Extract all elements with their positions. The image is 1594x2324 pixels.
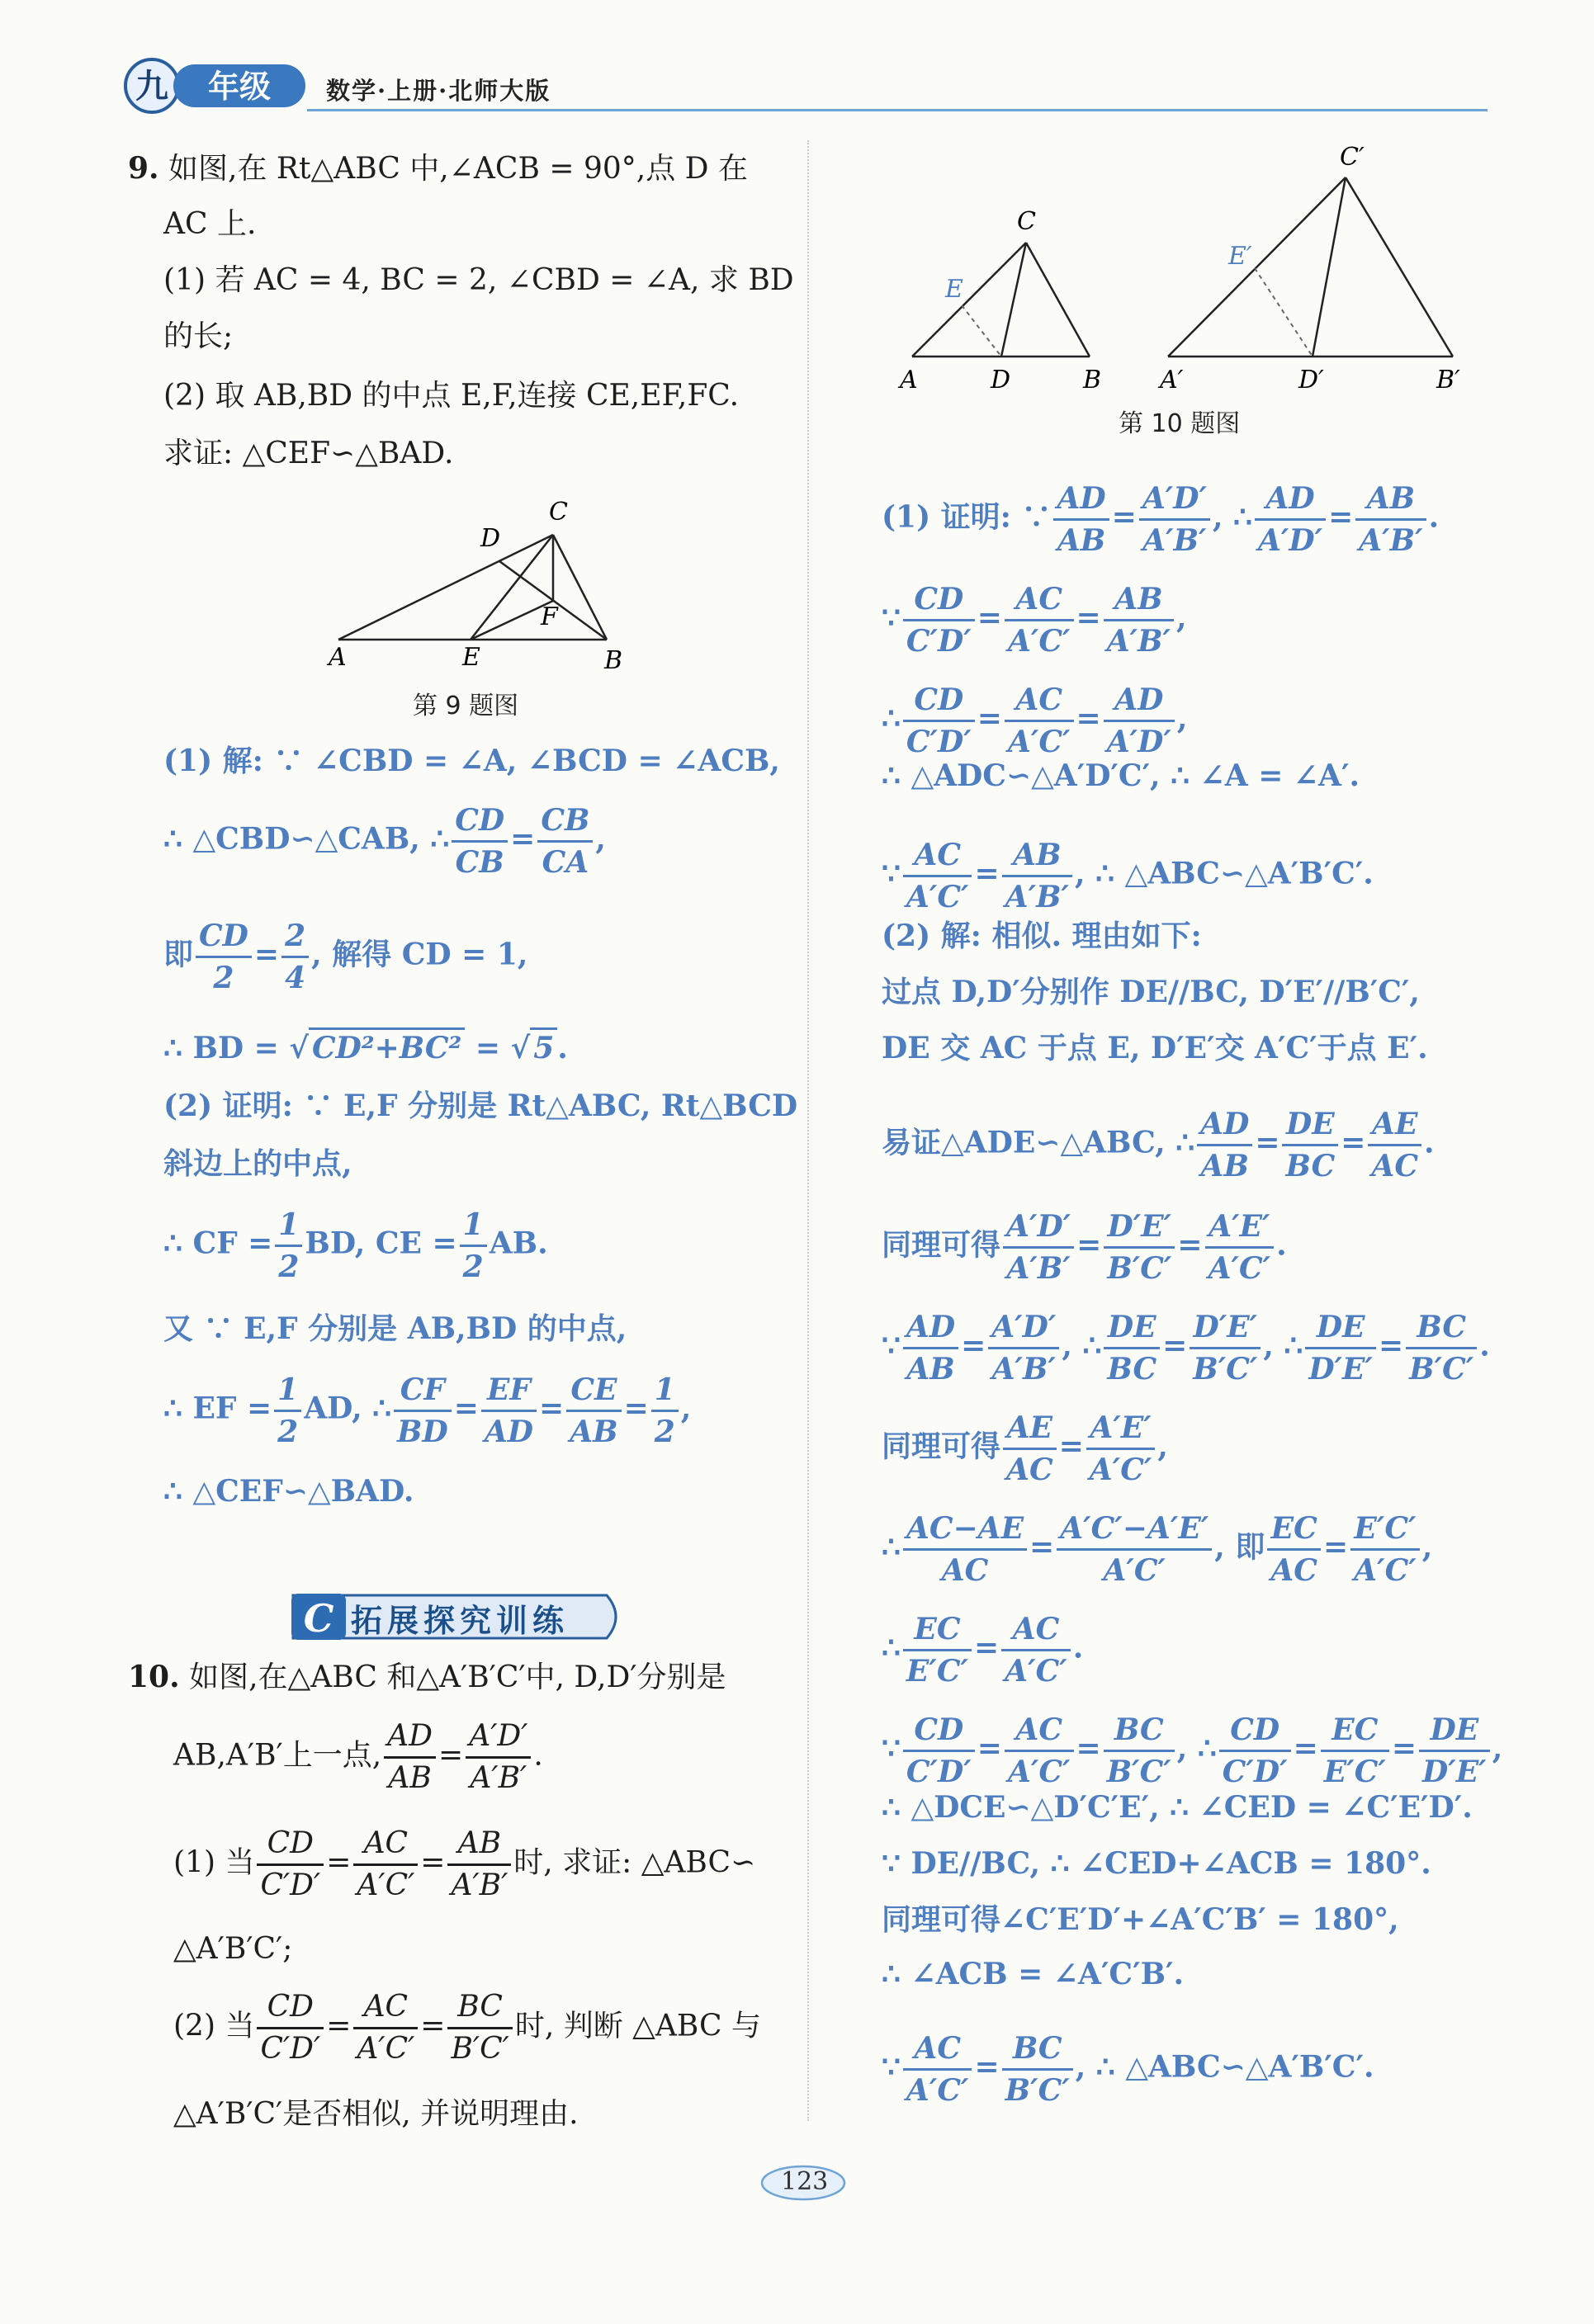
fig10-label-B-prime: B′ bbox=[1436, 366, 1460, 394]
section-title: 拓展探究训练 bbox=[351, 1603, 570, 1639]
fig10-label-E-prime: E′ bbox=[1228, 242, 1252, 271]
a10-row4: ∴ △ADC∽△A′D′C′, ∴ ∠A = ∠A′. bbox=[882, 758, 1360, 793]
q9-line2: AC 上. bbox=[163, 207, 257, 241]
fig9-label-D: D bbox=[480, 524, 501, 553]
q9-number: 9. bbox=[128, 151, 159, 186]
a10-row10: 同理可得 $\frac{A'D'}{A'B'}$ = $\frac{D'E'}{B'C'}$ = $\frac{A'E'}{A'C'}$ . bbox=[882, 1207, 1287, 1288]
fig9-label-B: B bbox=[604, 646, 623, 675]
a9-line1: (1) 解: ∵ ∠CBD = ∠A, ∠BCD = ∠ACB, bbox=[163, 744, 780, 778]
section-letter: C bbox=[303, 1596, 334, 1641]
a9-line2: ∴ △CBD∽△CAB, ∴ $\frac{CD}{CB}$ = $\frac{CB}{CA}$ , bbox=[163, 801, 606, 882]
fig9-caption: 第 9 题图 bbox=[413, 692, 519, 720]
a10-row7: 过点 D,D′分别作 DE//BC, D′E′//B′C′, bbox=[882, 975, 1420, 1009]
header-rule bbox=[307, 109, 1488, 111]
a10-row12: 同理可得 $\frac{AE}{AC}$ = $\frac{A'E'}{A'C'}$ , bbox=[882, 1408, 1168, 1490]
q10-line6: △A′B′C′是否相似, 并说明理由. bbox=[173, 2097, 579, 2131]
a10-row3: ∴ $\frac{CD}{C'D'}$ = $\frac{AC}{A'C'}$ = $\frac{AD}{A'D'}$ , bbox=[882, 680, 1187, 762]
fig10-label-A: A bbox=[900, 366, 918, 394]
a10-row6: (2) 解: 相似. 理由如下: bbox=[882, 919, 1202, 953]
a9-line7: ∴ CF = $\frac{1}{2}$ BD, CE = $\frac{1}{2}$ AB. bbox=[163, 1205, 548, 1287]
page-number: 123 bbox=[781, 2167, 829, 2196]
fig10-label-A-prime: A′ bbox=[1160, 366, 1184, 394]
header-title: 数学·上册·北师大版 bbox=[326, 77, 551, 105]
q10-line2: AB,A′B′上一点, $\frac{AD}{AB}$ = $\frac{A'D'}{A'B'}$ . bbox=[173, 1717, 543, 1798]
fig10-label-E: E bbox=[945, 275, 963, 304]
a10-row17: ∵ DE//BC, ∴ ∠CED+∠ACB = 180°. bbox=[882, 1846, 1431, 1881]
fig9-label-E: E bbox=[462, 643, 480, 672]
q10-line3: (1) 当 $\frac{CD}{C'D'}$ = $\frac{AC}{A'C'}$ = $\frac{AB}{A'B'}$ 时, 求证: △ABC∽ bbox=[173, 1824, 755, 1906]
a10-row13: ∴ $\frac{AC-AE}{AC}$ = $\frac{A'C'-A'E'}{A'C'}$ , 即 $\frac{EC}{AC}$ = $\frac{E'C'}{A'C'}$ , bbox=[882, 1509, 1432, 1590]
a10-row15: ∵ $\frac{CD}{C'D'}$ = $\frac{AC}{A'C'}$ = $\frac{BC}{B'C'}$ , ∴ $\frac{CD}{C'D'}$ = $\frac{EC}{E'C'}$ = $\frac{DE}{D'E'}$ , bbox=[882, 1710, 1502, 1792]
q10-line4: △A′B′C′; bbox=[173, 1932, 293, 1966]
fig10-caption: 第 10 题图 bbox=[1119, 409, 1241, 438]
fig9-label-A: A bbox=[329, 643, 347, 672]
a9-line10: ∴ △CEF∽△BAD. bbox=[163, 1474, 414, 1509]
q9-line1: 9. 如图,在 Rt△ABC 中,∠ACB = 90°,点 D 在 bbox=[128, 151, 748, 186]
q9-line3: (1) 若 AC = 4, BC = 2, ∠CBD = ∠A, 求 BD bbox=[163, 263, 794, 297]
a9-line3: 即 $\frac{CD}{2}$ = $\frac{2}{4}$ , 解得 CD = 1, bbox=[163, 916, 527, 998]
a9-line4: ∴ BD = √ CD²+BC² = √ 5 . bbox=[163, 1027, 568, 1066]
a10-row16: ∴ △DCE∽△D′C′E′, ∴ ∠CED = ∠C′E′D′. bbox=[882, 1790, 1473, 1825]
q9-line6: 求证: △CEF∽△BAD. bbox=[163, 437, 454, 470]
fig9-label-F: F bbox=[541, 602, 558, 631]
a10-row2: ∵ $\frac{CD}{C'D'}$ = $\frac{AC}{A'C'}$ = $\frac{AB}{A'B'}$ , bbox=[882, 579, 1187, 661]
a10-row1: (1) 证明: ∵ $\frac{AD}{AB}$ = $\frac{A'D'}{A'B'}$ , ∴ $\frac{AD}{A'D'}$ = $\frac{AB}{A'B'}$ . bbox=[882, 479, 1439, 560]
a10-row9: 易证△ADE∽△ABC, ∴ $\frac{AD}{AB}$ = $\frac{DE}{BC}$ = $\frac{AE}{AC}$ . bbox=[882, 1104, 1435, 1186]
fig9-label-C: C bbox=[549, 498, 568, 527]
a10-row14: ∴ $\frac{EC}{E'C'}$ = $\frac{AC}{A'C'}$ . bbox=[882, 1609, 1083, 1691]
grade-badge bbox=[124, 56, 314, 116]
q10-line1: 10. 如图,在△ABC 和△A′B′C′中, D,D′分别是 bbox=[128, 1660, 726, 1694]
a10-row18: 同理可得∠C′E′D′+∠A′C′B′ = 180°, bbox=[882, 1902, 1399, 1937]
fig10-label-C: C bbox=[1017, 207, 1036, 236]
a10-row19: ∴ ∠ACB = ∠A′C′B′. bbox=[882, 1957, 1185, 1991]
a9-line6: 斜边上的中点, bbox=[163, 1146, 352, 1181]
column-divider bbox=[807, 140, 809, 2121]
q9-line5: (2) 取 AB,BD 的中点 E,F,连接 CE,EF,FC. bbox=[163, 379, 740, 413]
q10-number: 10. bbox=[128, 1660, 180, 1694]
q9-line4: 的长; bbox=[163, 319, 234, 353]
a10-row5: ∵ $\frac{AC}{A'C'}$ = $\frac{AB}{A'B'}$ , ∴ △ABC∽△A′B′C′. bbox=[882, 835, 1374, 917]
fig10-label-D-prime: D′ bbox=[1298, 366, 1324, 394]
a9-line8: 又 ∵ E,F 分别是 AB,BD 的中点, bbox=[163, 1311, 627, 1346]
fig10-label-D: D bbox=[991, 366, 1011, 394]
figure-9 bbox=[314, 487, 644, 681]
a10-row11: ∵ $\frac{AD}{AB}$ = $\frac{A'D'}{A'B'}$ , ∴ $\frac{DE}{BC}$ = $\frac{D'E'}{B'C'}$ , ∴ $\frac{DE}{D'E'}$ = $\frac{BC}{B'C'}$ . bbox=[882, 1307, 1490, 1389]
badge-char1: 九 bbox=[135, 67, 168, 106]
a10-row20: ∵ $\frac{AC}{A'C'}$ = $\frac{BC}{B'C'}$ , ∴ △ABC∽△A′B′C′. bbox=[882, 2029, 1374, 2110]
fig10-label-C-prime: C′ bbox=[1340, 143, 1365, 172]
a9-line9: ∴ EF = $\frac{1}{2}$ AD, ∴ $\frac{CF}{BD}$ = $\frac{EF}{AD}$ = $\frac{CE}{AB}$ = $\frac{1}{2}$ , bbox=[163, 1370, 691, 1452]
figure-10 bbox=[892, 140, 1486, 404]
q10-line5: (2) 当 $\frac{CD}{C'D'}$ = $\frac{AC}{A'C'}$ = $\frac{BC}{B'C'}$ 时, 判断 △ABC 与 bbox=[173, 1987, 761, 2069]
a9-line5: (2) 证明: ∵ E,F 分别是 Rt△ABC, Rt△BCD bbox=[163, 1089, 798, 1123]
a10-row8: DE 交 AC 于点 E, D′E′交 A′C′于点 E′. bbox=[882, 1031, 1428, 1065]
badge-char2: 年级 bbox=[207, 68, 272, 105]
fig10-label-B: B bbox=[1083, 366, 1102, 394]
